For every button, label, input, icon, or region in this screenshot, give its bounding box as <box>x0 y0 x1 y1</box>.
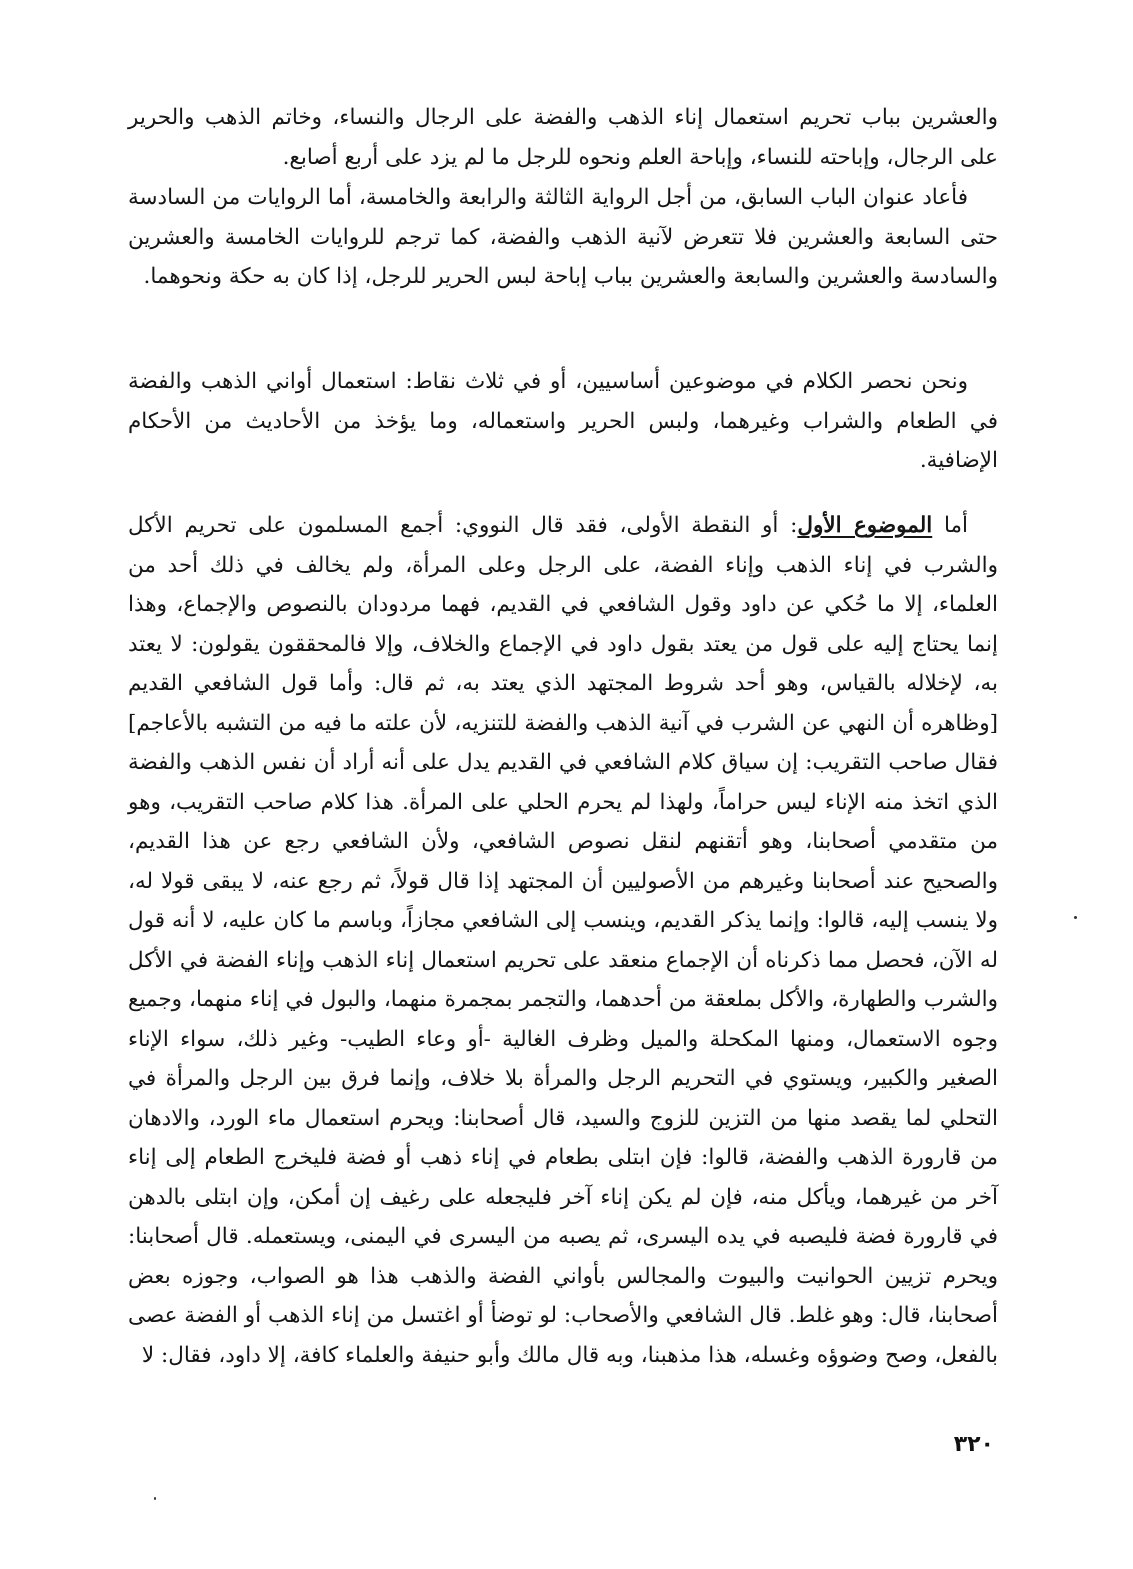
paragraph-4-body: : أو النقطة الأولى، فقد قال النووي: أجمع المسلمون على تحريم الأكل والشرب في إناء الذهب وإناء الفضة، على الرجل وعلى المرأة، ولم يخالف في ذلك أحد من العلماء، إلا ما حُكي عن داود وقول الشافعي في القديم، فهما مردودان بالنصوص والإجماع، وهذا إنما يحتاج إليه على قول من يعتد بقول داود في الإجماع والخلاف، وإلا فالمحققون يقولون: لا يعتد به، لإخلاله بالقياس، وهو أحد شروط المجتهد الذي يعتد به، ثم قال: وأما قول الشافعي القديم [وظاهره أن النهي عن الشرب في آنية الذهب والفضة للتنزيه، لأن علته ما فيه من التشبه بالأعاجم] فقال صاحب التقريب: إن سياق كلام الشافعي في القديم يدل على أنه أراد أن نفس الذهب والفضة الذي اتخذ منه الإناء ليس حراماً، ولهذا لم يحرم الحلي على المرأة. هذا كلام صاحب التقريب، وهو من متقدمي أصحابنا، وهو أتقنهم لنقل نصوص الشافعي، ولأن الشافعي رجع عن هذا القديم، والصحيح عند أصحابنا وغيرهم من الأصوليين أن المجتهد إذا قال قولاً، ثم رجع عنه، لا يبقى قولا له، ولا ينسب إليه، قالوا: وإنما يذكر القديم، وينسب إلى الشافعي مجازاً، وباسم ما كان عليه، لا أنه قول له الآن، فحصل مما ذكرناه أن الإجماع منعقد على تحريم استعمال إناء الذهب وإناء الفضة في الأكل والشرب والطهارة، والأكل بملعقة من أحدهما، والتجمر بمجمرة منهما، والبول في إناء منهما، وجميع وجوه الاستعمال، ومنها المكحلة والميل وظرف الغالية -أو وعاء الطيب- وغير ذلك، سواء الإناء الصغير والكبير، ويستوي في التحريم الرجل والمرأة بلا خلاف، وإنما فرق بين الرجل والمرأة في التحلي لما يقصد منها من التزين للزوج والسيد، قال أصحابنا: ويحرم استعمال ماء الورد، والادهان من قارورة الذهب والفضة، قالوا: فإن ابتلى بطعام في إناء ذهب أو فضة فليخرج الطعام إلى إناء آخر من غيرهما، ويأكل منه، فإن لم يكن إناء آخر فليجعله على رغيف إن أمكن، وإن ابتلى بالدهن في قارورة فضة فليصبه في يده اليسرى، ثم يصبه من اليسرى في اليمنى، ويستعمله. قال أصحابنا: ويحرم تزيين الحوانيت والبيوت والمجالس بأواني الفضة والذهب هذا هو الصواب، وجوزه بعض أصحابنا، قال: وهو غلط. قال الشافعي والأصحاب: لو توضأ أو اغتسل من إناء الذهب أو الفضة عصى بالفعل، وصح وضوؤه وغسله، هذا مذهبنا، وبه قال مالك وأبو حنيفة والعلماء كافة، إلا داود، فقال: لا <box>128 513 998 1368</box>
paragraph-1: والعشرين بباب تحريم استعمال إناء الذهب والفضة على الرجال والنساء، وخاتم الذهب والحرير على الرجال، وإباحته للنساء، وإباحة العلم ونحوه للرجل ما لم يزد على أربع أصابع. <box>128 105 998 170</box>
scan-speck <box>1074 916 1077 919</box>
paragraph-4 <box>128 506 998 1375</box>
paragraph-3: ونحن نحصر الكلام في موضوعين أساسيين، أو في ثلاث نقاط: استعمال أواني الذهب والفضة في الطعام والشراب وغيرهما، ولبس الحرير واستعماله، وما يؤخذ من الأحاديث من الأحكام الإضافية. <box>128 369 998 473</box>
page-number: ٣٢٠ <box>953 1432 994 1457</box>
paragraph-2: فأعاد عنوان الباب السابق، من أجل الرواية الثالثة والرابعة والخامسة، أما الروايات من السادسة حتى السابعة والعشرين فلا تتعرض لآنية الذهب والفضة، كما ترجم للروايات الخامسة والعشرين والسادسة والعشرين والسابعة والعشرين بباب إباحة لبس الحرير للرجل، إذا كان به حكة ونحوهما. <box>128 185 998 289</box>
paragraph-4-lead: أما <box>943 513 968 538</box>
topic-heading: الموضوع الأول <box>797 513 933 538</box>
scan-speck <box>154 1497 156 1500</box>
